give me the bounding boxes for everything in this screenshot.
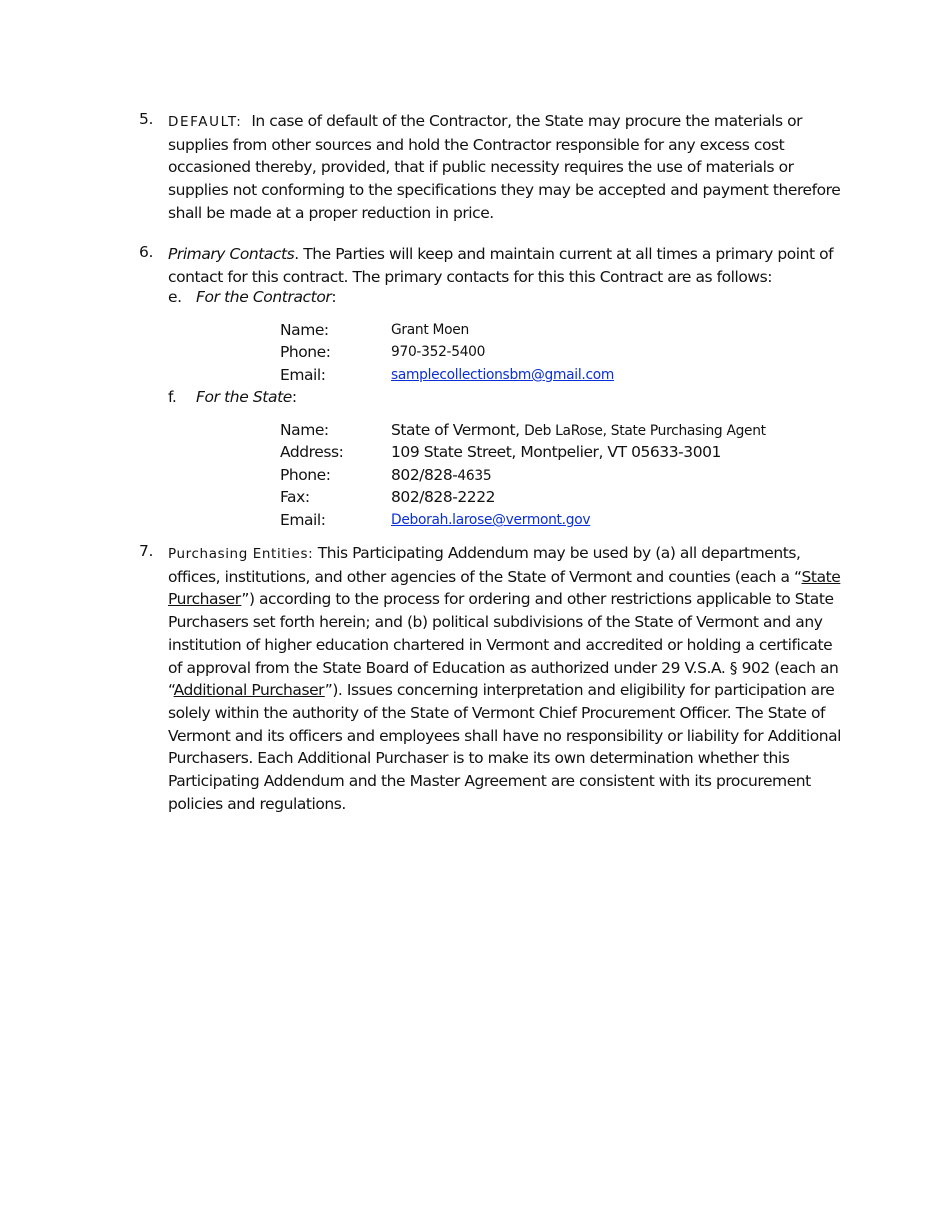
section-7-paragraph: Purchasing Entities: This Participating Addendum may be used by (a) all departments, offices, institutions, and other agencies of the State of Vermont and counties (each a “State Purchaser”) according to the process for ordering and other restrictions applicable to State Purchasers set forth herein; and (b) political subdivisions of the State of Vermont and any institution of higher education chartered in Vermont and accredited or holding a certificate of approval from the State Board of Education as authorized under 29 V.S.A. § 902 (each an “Additional Purchaser”). Issues concerning interpretation and eligibility for participation are solely within the authority of the State of Vermont Chief Procurement Officer. The State of Vermont and its officers and employees shall have no responsibility or liability for Additional Purchasers. Each Additional Purchaser is to make its own determination whether this Participating Addendum and the Master Agreement are consistent with its procurement policies and regulations.: [168, 544, 842, 813]
section-5-heading: DEFAULT:: [168, 114, 243, 130]
section-5-text: In case of default of the Contractor, the State may procure the materials or supplies from other sources and hold the Contractor responsible for any excess cost occasioned thereby, provided, that if public necessity requires the use of materials or supplies not conforming to the specifications they may be accepted and payment therefore shall be made at a proper reduction in price.: [168, 112, 841, 222]
section-6-heading: Primary Contacts: [168, 245, 295, 263]
state-phone-label: Phone:: [280, 466, 331, 484]
state-name-label: Name:: [280, 421, 329, 439]
contractor-heading: For the Contractor:: [196, 288, 337, 306]
state-purchaser-term: State Purchaser: [168, 567, 841, 609]
section-5-paragraph: [168, 110, 848, 225]
state-fax: 802/828-2222: [391, 488, 496, 506]
state-address: 109 State Street, Montpelier, VT 05633-3001: [391, 443, 721, 461]
state-fax-label: Fax:: [280, 488, 310, 506]
state-marker: f.: [168, 388, 177, 406]
state-email-link[interactable]: Deborah.larose@vermont.gov: [391, 512, 591, 528]
contractor-email-label: Email:: [280, 366, 326, 384]
contractor-phone: 970-352-5400: [391, 344, 486, 360]
section-5-number: 5.: [139, 110, 153, 128]
contractor-marker: e.: [168, 288, 182, 306]
contractor-name: Grant Moen: [391, 322, 469, 338]
section-7-heading: Purchasing Entities:: [168, 546, 314, 562]
section-6-number: 6.: [139, 243, 153, 261]
section-6-paragraph: [168, 243, 848, 288]
state-heading: For the State:: [196, 388, 297, 406]
state-address-label: Address:: [280, 443, 344, 461]
state-name: State of Vermont, Deb LaRose, State Purchasing Agent: [391, 421, 766, 439]
section-6-text: . The Parties will keep and maintain current at all times a primary point of contact for this contract. The primary contacts for this this Contract are as follows:: [168, 245, 834, 286]
state-phone: 802/828-4635: [391, 466, 492, 484]
additional-purchaser-term: Additional Purchaser: [173, 681, 325, 700]
contractor-phone-label: Phone:: [280, 343, 331, 361]
contractor-name-label: Name:: [280, 321, 329, 339]
contractor-email-link[interactable]: samplecollectionsbm@gmail.com: [391, 367, 615, 383]
section-7-number: 7.: [139, 542, 153, 560]
state-email-label: Email:: [280, 511, 326, 529]
